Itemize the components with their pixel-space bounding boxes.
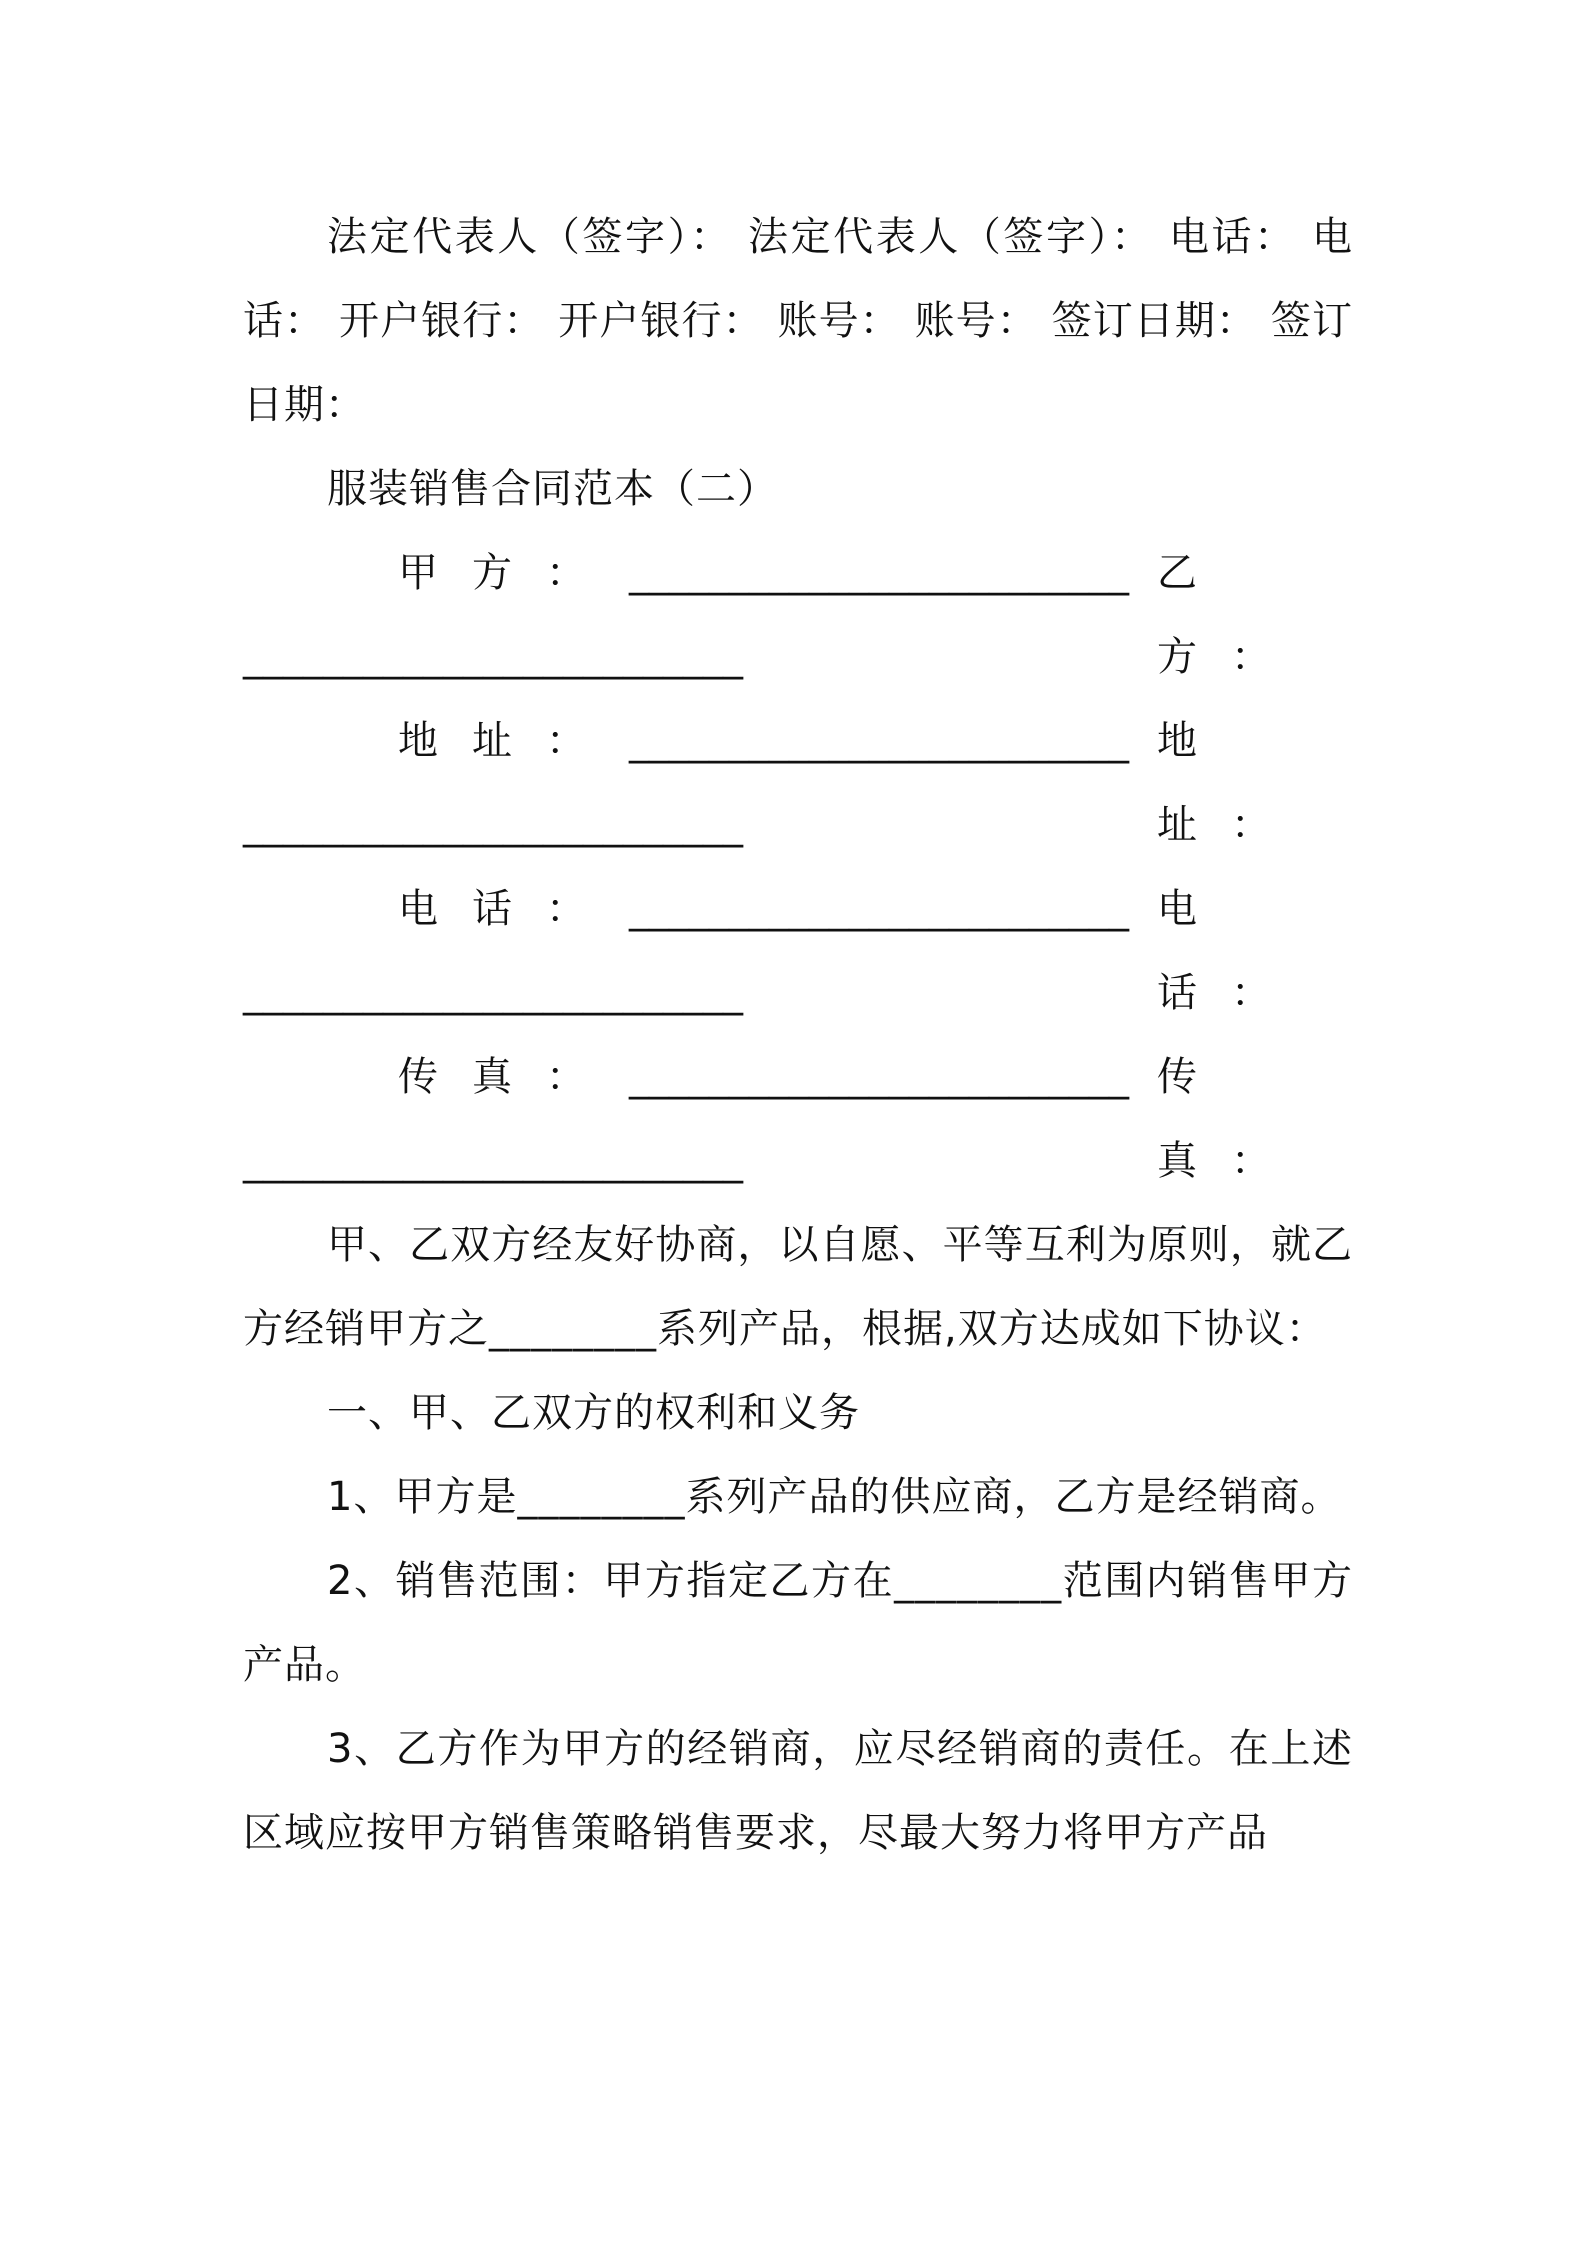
phone-a-blank: _________________________: [629, 886, 1129, 932]
party-a-label: 甲方：: [398, 550, 620, 596]
fax-b-label: 传真：: [1157, 1054, 1305, 1184]
field-row-address: [243, 699, 1353, 848]
contract-title: 服装销售合同范本（二）: [327, 466, 778, 512]
field-row-fax: [243, 1035, 1353, 1184]
address-a-blank: _________________________: [629, 718, 1129, 764]
clause-3: 3、乙方作为甲方的经销商，应尽经销商的责任。在上述区域应按甲方销售策略销售要求，尽最大努力将甲方产品: [243, 1726, 1353, 1856]
field-row-party-continued: [243, 615, 1353, 699]
address-b-blank: _________________________: [243, 802, 743, 848]
field-row-fax-continued: [243, 1119, 1353, 1203]
party-b-blank: _________________________: [243, 634, 743, 680]
clause-1: 1、甲方是________系列产品的供应商，乙方是经销商。: [327, 1474, 1342, 1520]
fax-a-label: 传真：: [398, 1054, 620, 1100]
fax-a-blank: _________________________: [629, 1054, 1129, 1100]
signature-block-paragraph: 法定代表人（签字）： 法定代表人（签字）： 电话： 电话： 开户银行： 开户银行： 账号： 账号： 签订日期： 签订日期：: [243, 214, 1353, 428]
field-row-phone: [243, 867, 1353, 1016]
phone-b-blank: _________________________: [243, 970, 743, 1016]
party-a-blank: _________________________: [629, 550, 1129, 596]
clause-2: 2、销售范围：甲方指定乙方在________范围内销售甲方产品。: [243, 1558, 1353, 1688]
address-b-label: 地址：: [1157, 718, 1305, 848]
document-body: [243, 195, 1353, 1875]
preamble-paragraph: 甲、乙双方经友好协商，以自愿、平等互利为原则，就乙方经销甲方之________系列产品，根据,双方达成如下协议：: [243, 1222, 1353, 1352]
section-heading: 一、甲、乙双方的权利和义务: [327, 1390, 860, 1436]
fax-b-blank: _________________________: [243, 1138, 743, 1184]
field-row-address-continued: [243, 783, 1353, 867]
phone-a-label: 电话：: [398, 886, 620, 932]
phone-b-label: 电话：: [1157, 886, 1305, 1016]
field-row-phone-continued: [243, 951, 1353, 1035]
address-a-label: 地址：: [398, 718, 620, 764]
party-b-label: 乙方：: [1157, 550, 1305, 680]
field-row-party: [243, 531, 1353, 680]
